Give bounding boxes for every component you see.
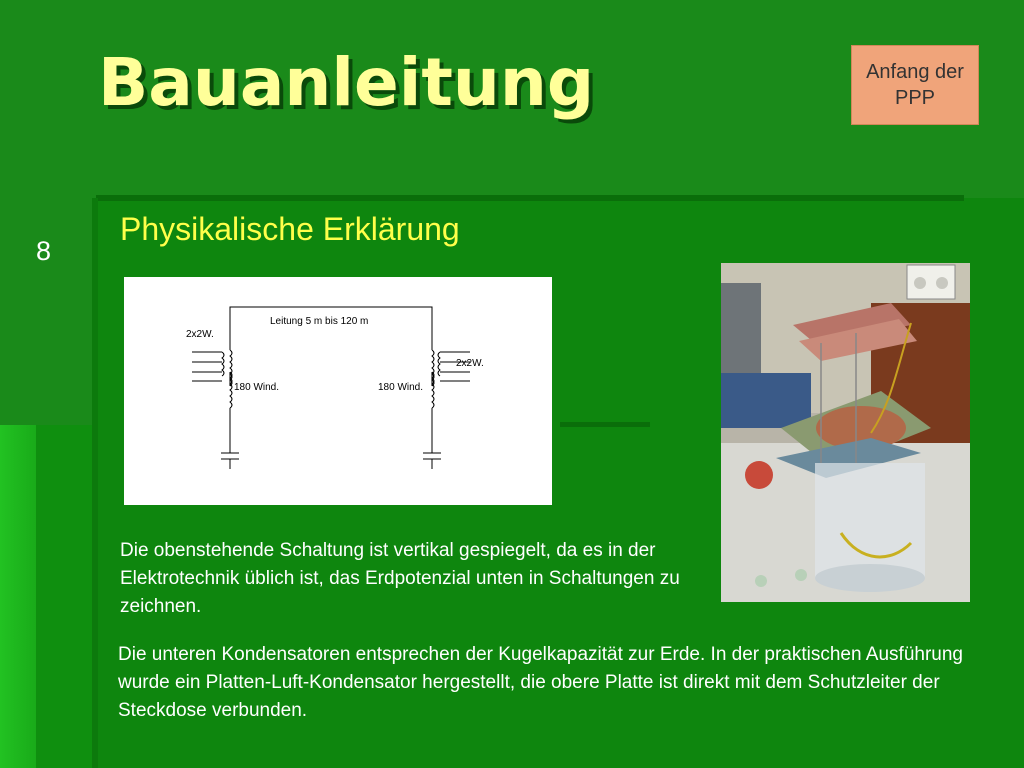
circuit-schematic [124, 277, 552, 505]
left-winding-label: 180 Wind. [234, 382, 280, 393]
paragraph-circuit-explanation: Die obenstehende Schaltung ist vertikal gespiegelt, da es in der Elektrotechnik üblich ist, das Erdpotenzial unten in Schaltungen zu zeichnen. [120, 540, 680, 617]
line-length-label: Leitung 5 m bis 120 m [270, 316, 369, 327]
slide-title: Bauanleitung [98, 44, 595, 121]
paragraph-capacitor-explanation: Die unteren Kondensatoren entsprechen der Kugelkapazität zur Erde. In der praktischen Ausführung wurde ein Platten-Luft-Kondensator hergestellt, die obere Platte ist direkt mit dem Schutzleiter der Steckdose verbunden. [118, 644, 963, 721]
panel-mid-stripe [560, 422, 650, 427]
panel-left-stripe [92, 198, 98, 768]
home-button[interactable]: Anfang der PPP [851, 45, 979, 125]
page-number: 8 [36, 236, 52, 266]
section-subtitle: Physikalische Erklärung [120, 211, 460, 247]
circuit-diagram-svg [124, 277, 552, 505]
apparatus-photo-svg [721, 263, 970, 602]
right-coil-label: 2x2W. [456, 358, 484, 369]
right-winding-label: 180 Wind. [378, 382, 424, 393]
apparatus-photo [721, 263, 970, 602]
left-coil-label: 2x2W. [186, 329, 214, 340]
background-gradient-left [0, 425, 40, 768]
panel-top-stripe [96, 195, 964, 201]
